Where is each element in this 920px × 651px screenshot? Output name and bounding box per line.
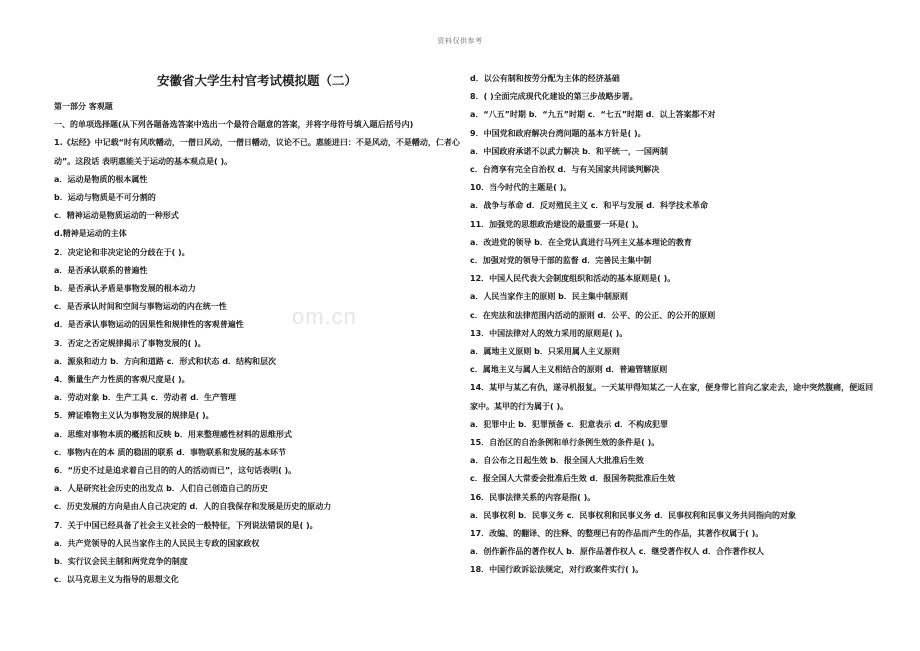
text-line: 2．决定论和非决定论的分歧在于( )。 xyxy=(54,247,190,257)
text-line: a．共产党领导的人民当家作主的人民民主专政的国家政权 xyxy=(54,538,260,548)
text-line: 6．“历史不过是追求着自己目的的人的活动而已”，这句话表明( )。 xyxy=(54,466,297,476)
text-line: 8．( )全面完成现代化建设的第三步战略步署。 xyxy=(470,92,638,102)
text-line: a．战争与革命 d．反对殖民主义 c．和平与发展 d．科学技术革命 xyxy=(470,201,708,211)
text-line: 4．衡量生产力性质的客观尺度是( )。 xyxy=(54,375,190,385)
text-line: 5．辨证唯物主义认为事物发展的规律是( )。 xyxy=(54,411,214,421)
text-line: 1.《坛经》中记载“时有风吹幡动，一僧日风动，一僧日幡动，议论不已。惠能进曰：不是风动，不是幡动，仁者心动”。这段话 表明惠能关于运动的基本观点是( )。 xyxy=(54,138,460,166)
watermark-text: om.cn xyxy=(292,304,357,329)
text-line: a．劳动对象 b．生产工具 c．劳动者 d．生产管理 xyxy=(54,393,236,403)
text-line: a．创作新作品的著作权人 b．原作品著作权人 c．继受著作权人 d．合作著作权人 xyxy=(470,547,764,557)
text-line: c．历史发展的方向是由人自己决定的 d．人的自我保存和发展是历史的原动力 xyxy=(54,502,332,512)
text-line: a．人是研究社会历史的出发点 b．人们自己创造自己的历史 xyxy=(54,484,268,494)
text-line: c．是否承认时间和空间与事物运动的内在统一性 xyxy=(54,302,227,312)
text-line: 11．加强党的思想政治建设的最重要一环是( )。 xyxy=(470,219,644,229)
text-line: 17．改编、的翻译、的注释、的整理已有的作品而产生的作品，其著作权属于( )。 xyxy=(470,529,764,539)
text-line: d．是否承认事物运动的因果性和规律性的客观普遍性 xyxy=(54,320,244,330)
text-line: 15．自治区的自治条例和单行条例生效的条件是( )。 xyxy=(470,438,660,448)
text-line: a．“八五”时期 b．“九五”时期 c．“七五”时期 d．以上答案都不对 xyxy=(470,110,716,120)
text-line: 9．中国党和政府解决台湾问题的基本方针是( )。 xyxy=(470,128,646,138)
text-line: d.精神是运动的主体 xyxy=(54,229,127,239)
text-line: 一、的单项选择题(从下列各题备选答案中选出一个最符合题意的答案，并将字母符号填入题后括号内) xyxy=(54,120,414,130)
text-line: b．实行议会民主制和两党竞争的制度 xyxy=(54,557,188,567)
text-line: 10．当今时代的主题是( )。 xyxy=(470,183,572,193)
text-line: a．人民当家作主的原则 b．民主集中制原则 xyxy=(470,292,628,302)
document-title: 安徽省大学生村官考试模拟题（二） xyxy=(156,73,357,88)
text-line: c．精神运动是物质运动的一种形式 xyxy=(54,211,179,221)
right-column xyxy=(470,70,875,580)
text-line: 13．中国法律对人的效力采用的原则是( )。 xyxy=(470,328,628,338)
text-line: 第一部分 客观题 xyxy=(54,102,113,111)
text-line: b．运动与物质是不可分割的 xyxy=(54,193,156,203)
left-column xyxy=(54,70,460,589)
right-question-list xyxy=(470,70,875,580)
text-line: c．加强对党的领导干部的监督 d．完善民主集中制 xyxy=(470,256,652,266)
text-line: a．犯罪中止 b．犯罪预备 c．犯意表示 d．不构成犯罪 xyxy=(470,419,668,429)
text-line: 16．民事法律关系的内容是指( )。 xyxy=(470,492,596,502)
text-line: c．属地主义与属人主义相结合的原则 d．普遍管辖原则 xyxy=(470,365,668,375)
text-line: 14．某甲与某乙有仇，遂寻机报复。一天某甲得知某乙一人在家，便身带匕首向乙家走去，途中突然腹痛，便返回家中。某甲的行为属于( )。 xyxy=(470,383,874,411)
text-line: a．自公布之日起生效 b．报全国人大批准后生效 xyxy=(470,456,644,466)
text-line: a．改进党的领导 b．在全党认真进行马列主义基本理论的教育 xyxy=(470,237,692,247)
text-line: c．台湾享有完全自治权 d．与有关国家共同谈判解决 xyxy=(470,165,660,175)
text-line: d．以公有制和按劳分配为主体的经济基础 xyxy=(470,74,620,83)
text-line: a．中国政府承诺不以武力解决 b．和平统一，一国两制 xyxy=(470,146,668,156)
text-line: a．属地主义原则 b．只采用属人主义原则 xyxy=(470,347,620,357)
text-line: 7．关于中国已经具备了社会主义社会的一般特征，下列说法错误的是( )。 xyxy=(54,520,318,530)
text-line: a．民事权利 b．民事义务 c．民事权利和民事义务 d．民事权利和民事义务共同指向的对象 xyxy=(470,510,796,520)
text-line: 18．中国行政诉讼法规定，对行政案件实行( )。 xyxy=(470,565,644,575)
text-line: a．运动是物质的根本属性 xyxy=(54,174,148,184)
text-line: c．以马克思主义为指导的思想文化 xyxy=(54,575,179,585)
text-line: c．在宪法和法律范围内活动的原则 d．公平、的公正、的公开的原则 xyxy=(470,310,716,320)
text-line: a．思维对事物本质的概括和反映 b．用来整理感性材料的思维形式 xyxy=(54,429,292,439)
text-line: a．源泉和动力 b．方向和道路 c．形式和状态 d．结构和层次 xyxy=(54,356,276,366)
page-header: 资料仅供参考 xyxy=(437,37,483,45)
text-line: b．是否承认矛盾是事物发展的根本动力 xyxy=(54,284,196,294)
text-line: 3．否定之否定规律揭示了事物发展的( )。 xyxy=(54,338,206,348)
left-question-list xyxy=(54,98,460,589)
text-line: a．是否承认联系的普遍性 xyxy=(54,265,148,275)
text-line: c．事物内在的本 质的稳固的联系 d．事物联系和发展的基本环节 xyxy=(54,447,287,457)
text-line: c．报全国人大常委会批准后生效 d．报国务院批准后生效 xyxy=(470,474,676,484)
text-line: 12．中国人民代表大会制度组织和活动的基本原则是( )。 xyxy=(470,274,676,284)
